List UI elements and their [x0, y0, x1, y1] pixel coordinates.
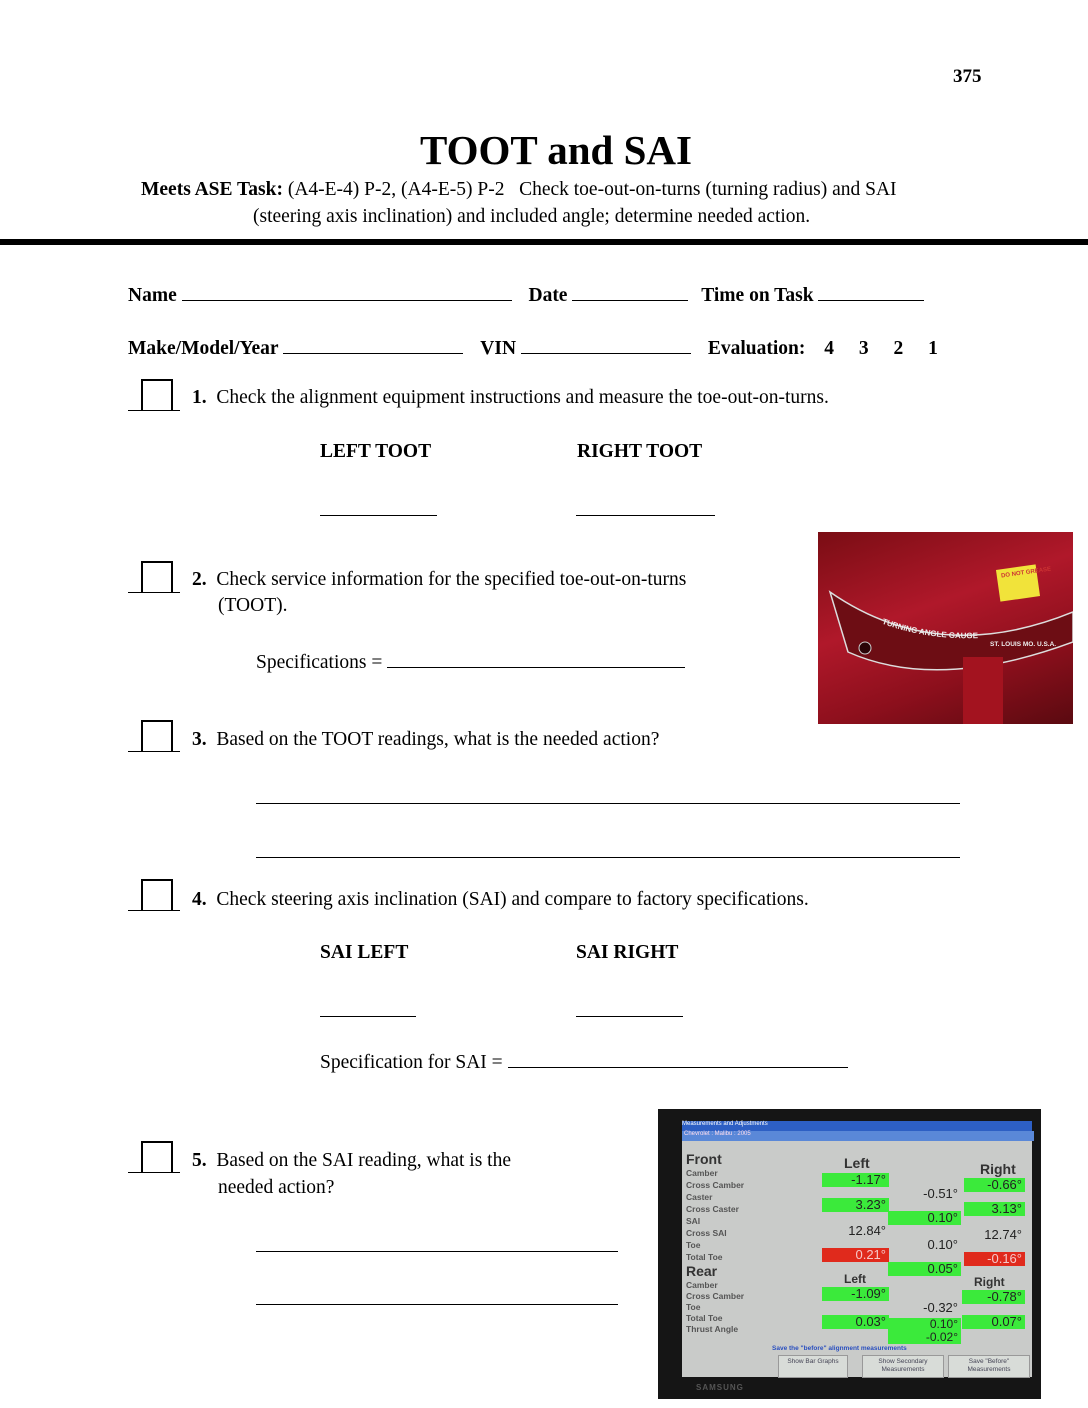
vehicle-row: [128, 335, 938, 360]
step-2: [192, 569, 686, 591]
score-2[interactable]: 2: [893, 338, 904, 359]
gauge-maker-text: ST. LOUIS MO. U.S.A.: [990, 641, 1057, 648]
rear-toe-left: 0.03°: [822, 1315, 889, 1329]
step-4-checkbox[interactable]: [128, 879, 180, 911]
front-toe-right: -0.16°: [964, 1252, 1025, 1266]
sai-left-label: SAI LEFT: [320, 942, 409, 963]
step-text: Check service information for the specified toe-out-on-turns: [216, 569, 687, 590]
screen-vehicle: Chevrolet : Malibu : 2005: [682, 1131, 1034, 1141]
measurement-label: Camber: [686, 1280, 718, 1290]
date-label: Date: [528, 285, 568, 306]
front-camber-left: -1.17°: [822, 1173, 889, 1187]
score-1[interactable]: 1: [928, 338, 938, 359]
step-number: 4.: [192, 889, 207, 910]
step-5-answer-line-2[interactable]: [256, 1304, 618, 1305]
date-field[interactable]: [572, 282, 688, 301]
right-toot-field[interactable]: [576, 515, 715, 516]
rear-heading: Rear: [686, 1263, 718, 1279]
monitor-brand: SAMSUNG: [696, 1383, 744, 1392]
show-bar-graphs-button[interactable]: Show Bar Graphs: [778, 1355, 848, 1378]
name-field[interactable]: [182, 282, 512, 301]
step-text: Check the alignment equipment instructions and measure the toe-out-on-turns.: [216, 387, 829, 408]
left-toot-field[interactable]: [320, 515, 437, 516]
front-left-heading: Left: [844, 1155, 870, 1171]
step-number: 5.: [192, 1150, 207, 1171]
sai-left-field[interactable]: [320, 1016, 416, 1017]
page-title: TOOT and SAI: [420, 127, 692, 173]
turning-angle-gauge-photo: [818, 532, 1073, 724]
measurement-label: Camber: [686, 1168, 718, 1178]
step-3-checkbox[interactable]: [128, 720, 180, 752]
front-cross-camber: -0.51°: [923, 1186, 958, 1201]
step-5-answer-line-1[interactable]: [256, 1251, 618, 1252]
measurement-label: Toe: [686, 1240, 701, 1250]
rear-toe-right: 0.07°: [962, 1315, 1025, 1329]
front-sai-left: 12.84°: [848, 1223, 886, 1238]
measurement-label: Cross Camber: [686, 1291, 745, 1301]
step-3: [192, 729, 659, 751]
header-divider: [0, 239, 1088, 245]
measurement-label: Total Toe: [686, 1252, 723, 1262]
vin-field[interactable]: [521, 335, 691, 354]
rear-camber-left: -1.09°: [822, 1287, 889, 1301]
step-3-answer-line-1[interactable]: [256, 803, 960, 804]
step-text: Based on the TOOT readings, what is the needed action?: [216, 729, 660, 750]
front-total-toe: 0.05°: [888, 1262, 961, 1276]
make-model-year-label: Make/Model/Year: [128, 338, 279, 359]
sai-spec-field[interactable]: [508, 1049, 848, 1068]
front-caster-left: 3.23°: [822, 1198, 889, 1212]
step-number: 3.: [192, 729, 207, 750]
front-cross-caster: 0.10°: [888, 1211, 961, 1225]
sai-spec-row: [320, 1049, 848, 1074]
front-camber-right: -0.66°: [964, 1178, 1025, 1192]
page-number: 375: [953, 66, 982, 87]
rear-right-heading: Right: [974, 1275, 1005, 1289]
measurement-label: SAI: [686, 1216, 701, 1226]
ase-task-line-1: [141, 179, 897, 201]
measurement-label: Toe: [686, 1302, 701, 1312]
make-model-year-field[interactable]: [283, 335, 463, 354]
show-secondary-measurements-button[interactable]: Show Secondary Measurements: [862, 1355, 944, 1378]
score-3[interactable]: 3: [858, 338, 869, 359]
save-before-measurements-button[interactable]: Save "Before" Measurements: [948, 1355, 1030, 1378]
step-number: 2.: [192, 569, 207, 590]
step-number: 1.: [192, 387, 207, 408]
measurement-label: Caster: [686, 1192, 713, 1202]
step-1-checkbox[interactable]: [128, 379, 180, 411]
sai-spec-label: Specification for SAI =: [320, 1052, 503, 1073]
ase-task-text: (A4-E-4) P-2, (A4-E-5) P-2 Check toe-out-on-turns (turning radius) and SAI: [287, 179, 897, 200]
front-heading: Front: [686, 1151, 722, 1167]
front-right-heading: Right: [980, 1161, 1016, 1177]
step-5-text-cont: needed action?: [218, 1177, 335, 1198]
sai-right-field[interactable]: [576, 1016, 683, 1017]
toot-spec-row: [256, 649, 685, 674]
time-on-task-label: Time on Task: [701, 285, 814, 306]
ase-task-line-2: (steering axis inclination) and included angle; determine needed action.: [253, 206, 811, 227]
toot-spec-field[interactable]: [387, 649, 685, 668]
step-4: [192, 889, 809, 911]
measurement-label: Cross Caster: [686, 1204, 739, 1214]
right-toot-label: RIGHT TOOT: [577, 441, 703, 462]
rear-left-heading: Left: [844, 1272, 866, 1286]
ase-task-label: Meets ASE Task:: [141, 179, 283, 200]
warning-text: DO NOT GREASE: [1000, 566, 1052, 580]
alignment-screen-photo: [658, 1109, 1041, 1399]
step-text: Based on the SAI reading, what is the: [216, 1150, 511, 1171]
gauge-scale: [818, 532, 1073, 724]
screen-status: Save the "before" alignment measurements: [772, 1345, 907, 1352]
measurement-label: Total Toe: [686, 1313, 723, 1323]
front-cross-sai: 0.10°: [927, 1237, 958, 1252]
measurement-label: Cross Camber: [686, 1180, 745, 1190]
front-toe-left: 0.21°: [822, 1248, 889, 1262]
rear-cross-camber: -0.32°: [923, 1300, 958, 1315]
measurement-label: Cross SAI: [686, 1228, 727, 1238]
evaluation-label: Evaluation:: [707, 338, 806, 359]
step-2-text-cont: (TOOT).: [218, 595, 288, 616]
gauge-scale-text: TURNING ANGLE GAUGE: [881, 616, 979, 641]
rear-camber-right: -0.78°: [962, 1290, 1025, 1304]
sai-right-label: SAI RIGHT: [576, 942, 679, 963]
step-5-checkbox[interactable]: [128, 1141, 180, 1173]
measurement-label: Thrust Angle: [686, 1324, 739, 1334]
step-text: Check steering axis inclination (SAI) and compare to factory specifications.: [216, 889, 809, 910]
rear-total-toe: 0.10°: [888, 1318, 961, 1331]
step-5: [192, 1150, 511, 1172]
time-on-task-field[interactable]: [818, 282, 924, 301]
specifications-label: Specifications =: [256, 652, 383, 673]
step-1: [192, 387, 829, 409]
step-2-checkbox[interactable]: [128, 561, 180, 593]
vin-label: VIN: [480, 338, 517, 359]
name-row: [128, 282, 924, 307]
left-toot-label: LEFT TOOT: [320, 441, 432, 462]
front-sai-right: 12.74°: [984, 1227, 1022, 1242]
front-caster-right: 3.13°: [964, 1202, 1025, 1216]
name-label: Name: [128, 285, 177, 306]
rear-thrust-angle: -0.02°: [888, 1331, 961, 1344]
score-4[interactable]: 4: [824, 338, 834, 359]
screen-title: Measurements and Adjustments: [682, 1121, 1032, 1139]
step-3-answer-line-2[interactable]: [256, 857, 960, 858]
